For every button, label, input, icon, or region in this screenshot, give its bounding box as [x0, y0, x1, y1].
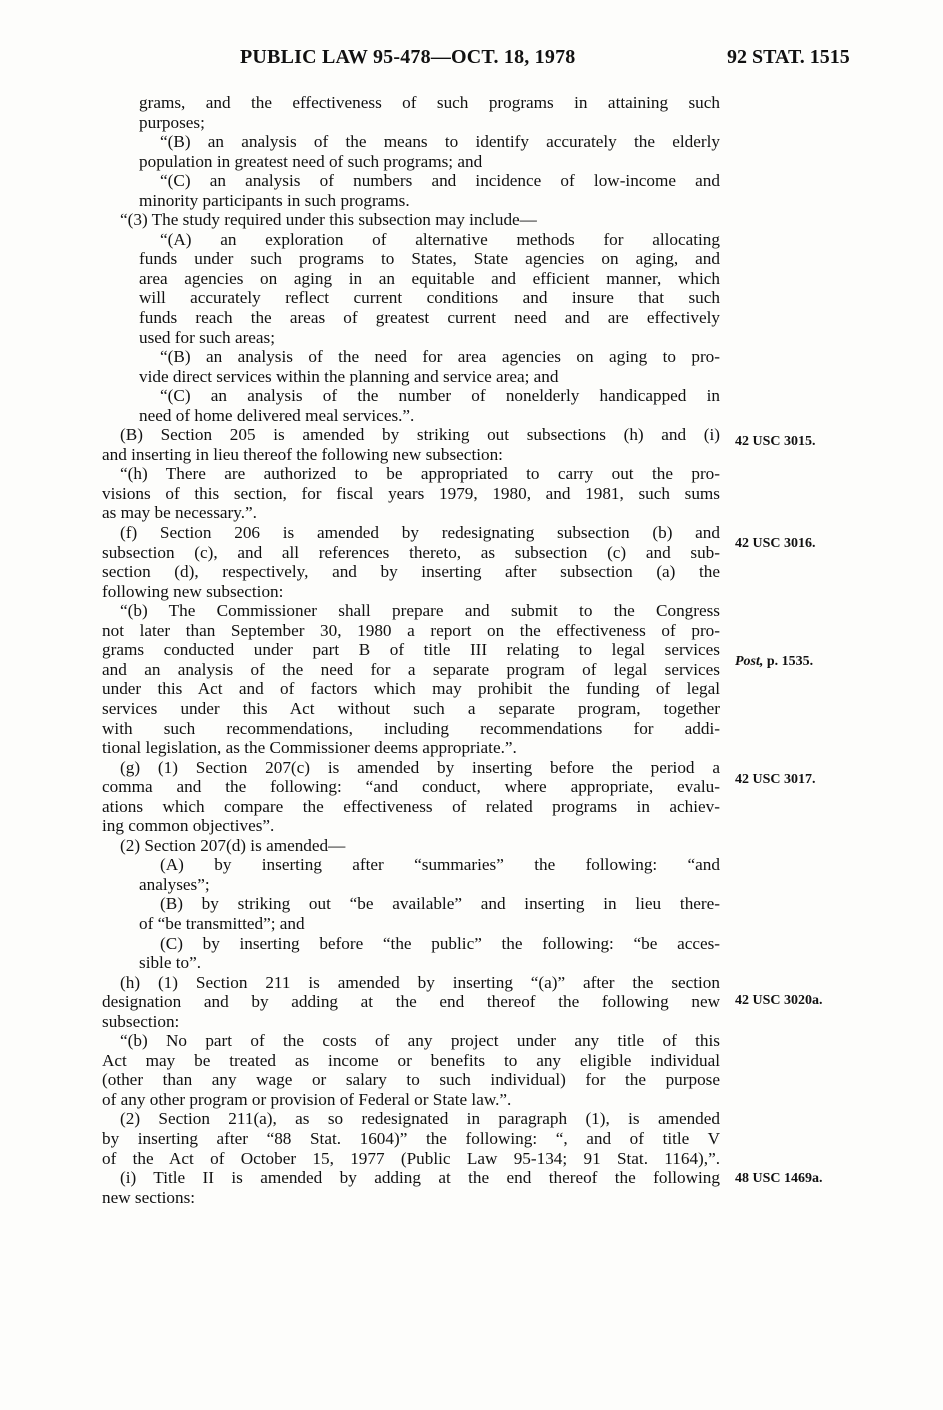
text-line: minority participants in such programs.	[139, 190, 410, 210]
text-line: used for such areas;	[139, 327, 276, 347]
text-line: analyses”;	[139, 874, 210, 894]
margin-note-usc-1469a: 48 USC 1469a.	[735, 1171, 823, 1186]
text-line: (other than any wage or salary to such individual) for the purpose	[102, 1070, 720, 1090]
text-line: grams, and the effectiveness of such programs in attaining such	[139, 93, 720, 112]
text-line: Act may be treated as income or benefits to any eligible individual	[102, 1050, 720, 1070]
text-line: “(b) The Commissioner shall prepare and submit to the Congress	[120, 601, 720, 621]
text-line: “(b) No part of the costs of any project under any title of this	[120, 1031, 720, 1051]
text-line: will accurately reflect current conditions and insure that such	[139, 288, 720, 308]
margin-note-usc-3020a: 42 USC 3020a.	[735, 993, 823, 1008]
text-line: “(C) an analysis of the number of nonelderly handicapped in	[160, 386, 720, 406]
text-line: and inserting in lieu thereof the following new subsection:	[102, 444, 503, 464]
text-line: (i) Title II is amended by adding at the end thereof the following	[120, 1168, 720, 1188]
text-line: (C) by inserting before “the public” the following: “be acces-	[160, 933, 720, 953]
text-line: ations which compare the effectiveness of related programs in achiev-	[102, 796, 720, 816]
text-line: (h) (1) Section 211 is amended by inserting “(a)” after the section	[120, 972, 720, 992]
statute-page-number: 92 STAT. 1515	[727, 46, 850, 68]
text-line: vide direct services within the planning and service area; and	[139, 366, 559, 386]
page-header	[0, 46, 943, 74]
text-line: under this Act and of factors which may prohibit the funding of legal	[102, 679, 720, 699]
text-line: as may be necessary.”.	[102, 503, 257, 523]
text-line: funds reach the areas of greatest current need and are effectively	[139, 308, 720, 328]
text-line: “(A) an exploration of alternative methods for allocating	[160, 229, 720, 249]
text-line: tional legislation, as the Commissioner deems appropriate.”.	[102, 738, 517, 758]
text-line: funds under such programs to States, State agencies on aging, and	[139, 249, 720, 269]
text-line: and an analysis of the need for a separate program of legal services	[102, 659, 720, 679]
text-line: ing common objectives”.	[102, 816, 275, 836]
text-line: grams conducted under part B of title III relating to legal services	[102, 640, 720, 660]
text-line: visions of this section, for fiscal years 1979, 1980, and 1981, such sums	[102, 483, 720, 503]
text-line: sible to”.	[139, 953, 202, 973]
text-line: (2) Section 207(d) is amended—	[120, 835, 346, 855]
margin-note-usc-3016: 42 USC 3016.	[735, 536, 816, 551]
text-line: area agencies on aging in an equitable and efficient manner, which	[139, 268, 720, 288]
text-line: “(C) an analysis of numbers and incidence of low-income and	[160, 171, 720, 191]
text-line: (2) Section 211(a), as so redesignated in paragraph (1), is amended	[120, 1109, 720, 1129]
text-line: designation and by adding at the end thereof the following new	[102, 992, 720, 1012]
text-line: population in greatest need of such programs; and	[139, 151, 483, 171]
post-reference-italic: Post,	[735, 654, 764, 669]
text-line: need of home delivered meal services.”.	[139, 405, 415, 425]
text-line: services under this Act without such a separate program, together	[102, 698, 720, 718]
text-line: not later than September 30, 1980 a report on the effectiveness of pro-	[102, 620, 720, 640]
text-line: subsection:	[102, 1011, 180, 1031]
text-line: (f) Section 206 is amended by redesignating subsection (b) and	[120, 523, 720, 543]
text-line: of “be transmitted”; and	[139, 913, 305, 933]
margin-note-post-reference	[735, 654, 813, 670]
text-line: “(B) an analysis of the need for area agencies on aging to pro-	[160, 347, 720, 367]
text-line: comma and the following: “and conduct, where appropriate, evalu-	[102, 777, 720, 797]
text-line: following new subsection:	[102, 581, 284, 601]
text-line: with such recommendations, including recommendations for addi-	[102, 718, 720, 738]
statute-body	[102, 93, 720, 1207]
text-line: by inserting after “88 Stat. 1604)” the following: “, and of title V	[102, 1128, 720, 1148]
page-title: PUBLIC LAW 95-478—OCT. 18, 1978	[240, 46, 576, 68]
text-line: purposes;	[139, 112, 205, 132]
margin-note-usc-3015: 42 USC 3015.	[735, 434, 816, 449]
text-line: new sections:	[102, 1187, 196, 1207]
text-line: (g) (1) Section 207(c) is amended by inserting before the period a	[120, 757, 720, 777]
text-line: “(3) The study required under this subsection may include—	[120, 210, 537, 230]
text-line: of the Act of October 15, 1977 (Public Law 95-134; 91 Stat. 1164),”.	[102, 1148, 720, 1168]
text-line: “(B) an analysis of the means to identify accurately the elderly	[160, 132, 720, 152]
text-line: section (d), respectively, and by inserting after subsection (a) the	[102, 562, 720, 582]
text-line: (A) by inserting after “summaries” the following: “and	[160, 855, 720, 875]
text-line: “(h) There are authorized to be appropriated to carry out the pro-	[120, 464, 720, 484]
text-line: subsection (c), and all references thereto, as subsection (c) and sub-	[102, 542, 720, 562]
margin-note-usc-3017: 42 USC 3017.	[735, 772, 816, 787]
text-line: (B) Section 205 is amended by striking out subsections (h) and (i)	[120, 425, 720, 445]
post-reference-page: p. 1535.	[766, 654, 814, 669]
text-line: of any other program or provision of Federal or State law.”.	[102, 1089, 512, 1109]
text-line: (B) by striking out “be available” and inserting in lieu there-	[160, 894, 720, 914]
